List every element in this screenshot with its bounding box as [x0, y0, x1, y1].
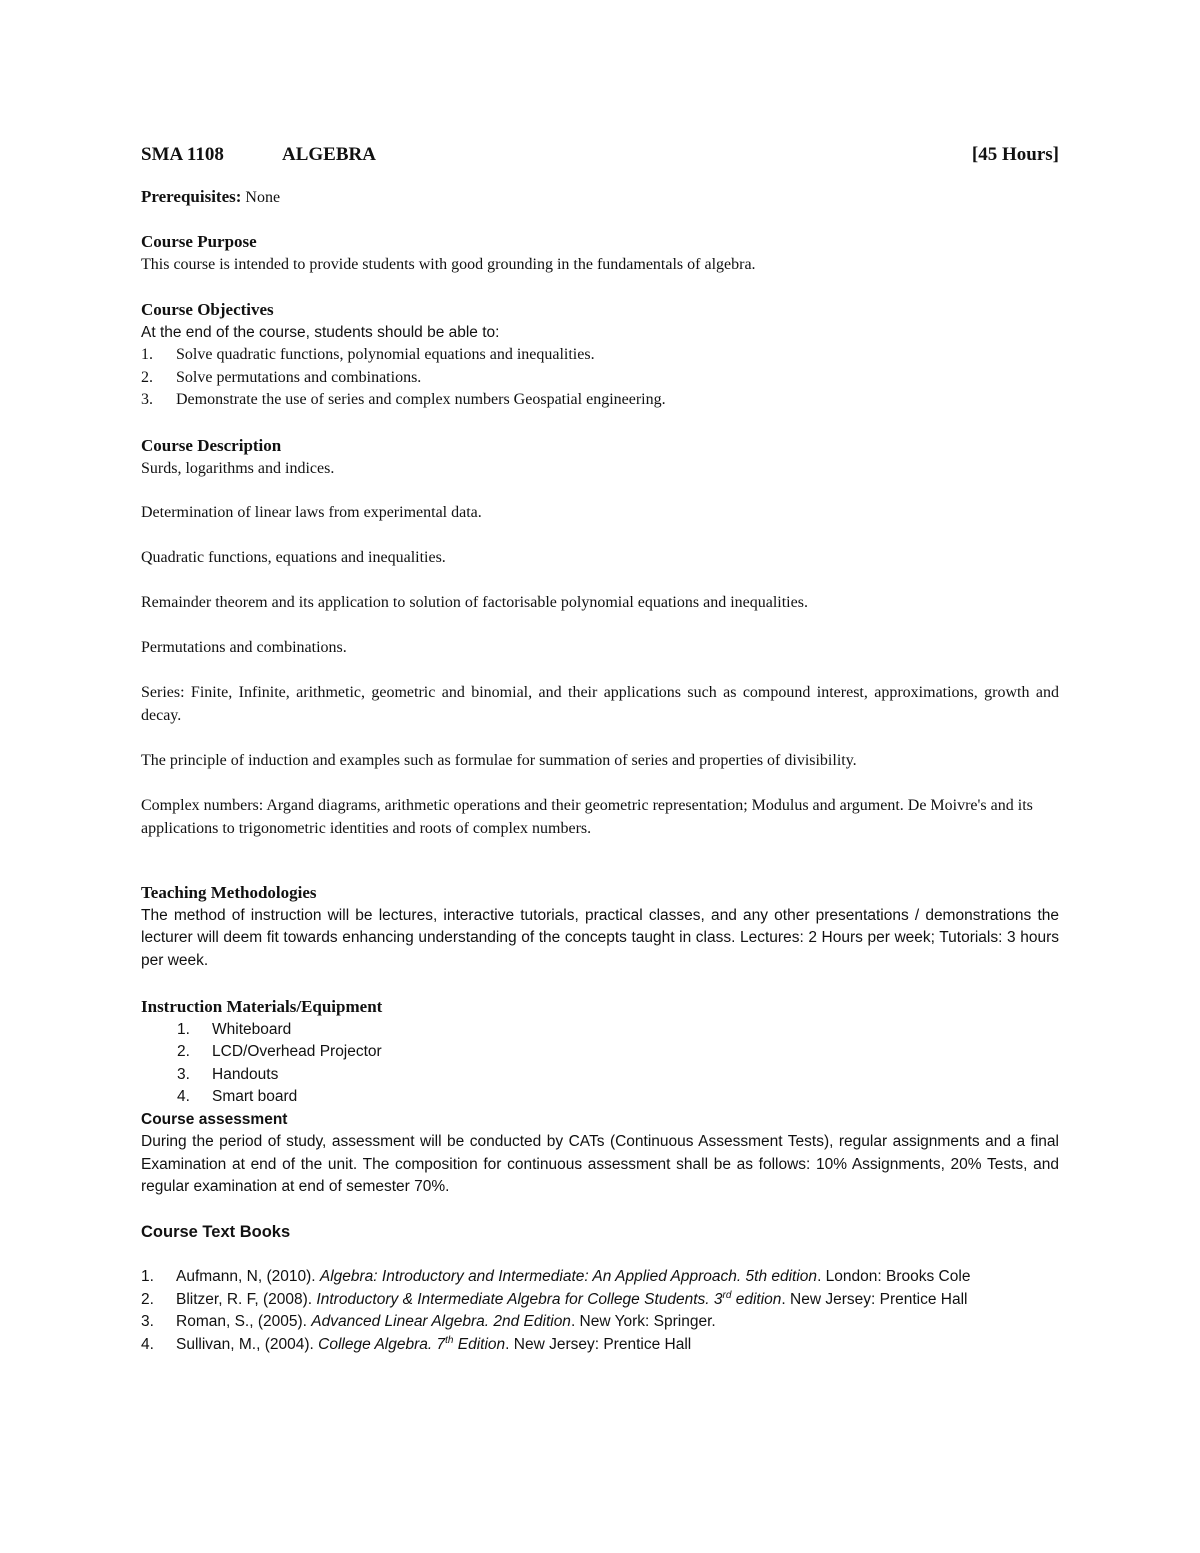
list-item: 3. Handouts: [177, 1065, 279, 1083]
list-item: 4. Smart board: [177, 1088, 298, 1105]
course-text-books-section: [141, 1221, 1059, 1244]
course-purpose-section: [141, 231, 1059, 276]
section-heading: Course Purpose: [141, 232, 257, 251]
course-name: ALGEBRA: [282, 144, 376, 165]
teaching-text: The method of instruction will be lectures, interactive tutorials, practical classes, and any other presentations / demonstrations the lecturer will deem fit towards enhancing understanding of the concepts taught in class. Lectures: 2 Hours per week; Tutorials: 3 hours per week.: [141, 906, 1059, 969]
assessment-text: During the period of study, assessment will be conducted by CATs (Continuous Assessment Tests), regular assignments and a final Examination at end of the unit. The composition for continuous assessment shall be as follows: 10% Assignments, 20% Tests, and regular examination at end of semester 70%.: [141, 1133, 1059, 1195]
objectives-intro: At the end of the course, students should be able to:: [141, 323, 500, 341]
objectives-list: [141, 344, 1059, 412]
description-paragraph: Series: Finite, Infinite, arithmetic, geometric and binomial, and their applications such as compound interest, approximations, growth and decay.: [141, 684, 1059, 724]
description-paragraph: Surds, logarithms and indices.: [141, 459, 335, 477]
description-paragraph: Remainder theorem and its application to solution of factorisable polynomial equations and inequalities.: [141, 594, 808, 611]
description-paragraph: Permutations and combinations.: [141, 639, 347, 656]
instruction-materials-section: [141, 996, 1059, 1199]
purpose-text: This course is intended to provide students with good grounding in the fundamentals of algebra.: [141, 255, 756, 273]
list-item: 1. Whiteboard: [177, 1020, 292, 1038]
list-item: 2. LCD/Overhead Projector: [177, 1043, 382, 1060]
course-description-section: [141, 435, 1059, 480]
list-item: 1. Solve quadratic functions, polynomial equations and inequalities.: [141, 346, 595, 363]
section-heading: Course assessment: [141, 1110, 288, 1128]
prerequisites-value: None: [241, 189, 281, 206]
course-hours: [45 Hours]: [971, 144, 1059, 165]
description-paragraph: Quadratic functions, equations and inequalities.: [141, 549, 446, 566]
list-item: 2. Solve permutations and combinations.: [141, 368, 422, 386]
teaching-methodologies-section: [141, 882, 1059, 972]
list-item: 4. Sullivan, M., (2004). College Algebra. 7th Edition. New Jersey: Prentice Hall: [141, 1334, 692, 1353]
section-heading: Teaching Methodologies: [141, 883, 317, 902]
prerequisites: [141, 186, 1059, 210]
course-code: SMA 1108: [141, 144, 224, 165]
description-paragraph: Complex numbers: Argand diagrams, arithmetic operations and their geometric representation; Modulus and argument. De Moivre's and its applications to trigonometric identities and roots of complex numbers.: [141, 797, 1033, 837]
description-paragraph: The principle of induction and examples such as formulae for summation of series and properties of divisibility.: [141, 752, 857, 769]
list-item: 2. Blitzer, R. F, (2008). Introductory & Intermediate Algebra for College Students. 3rd edition. New Jersey: Prentice Hall: [141, 1289, 968, 1308]
textbooks-list: [141, 1266, 1059, 1356]
section-heading: Course Text Books: [141, 1223, 291, 1241]
list-item: 1. Aufmann, N, (2010). Algebra: Introductory and Intermediate: An Applied Approach. 5th edition. London: Brooks Cole: [141, 1268, 971, 1285]
description-paragraph: Determination of linear laws from experimental data.: [141, 504, 482, 521]
course-objectives-section: [141, 299, 1059, 412]
section-heading: Instruction Materials/Equipment: [141, 997, 383, 1016]
list-item: 3. Demonstrate the use of series and complex numbers Geospatial engineering.: [141, 391, 666, 408]
section-heading: Course Objectives: [141, 300, 274, 319]
section-heading: Course Description: [141, 436, 282, 455]
prerequisites-label: Prerequisites:: [141, 187, 242, 206]
list-item: 3. Roman, S., (2005). Advanced Linear Algebra. 2nd Edition. New York: Springer.: [141, 1313, 716, 1330]
materials-list: [141, 1019, 1059, 1109]
